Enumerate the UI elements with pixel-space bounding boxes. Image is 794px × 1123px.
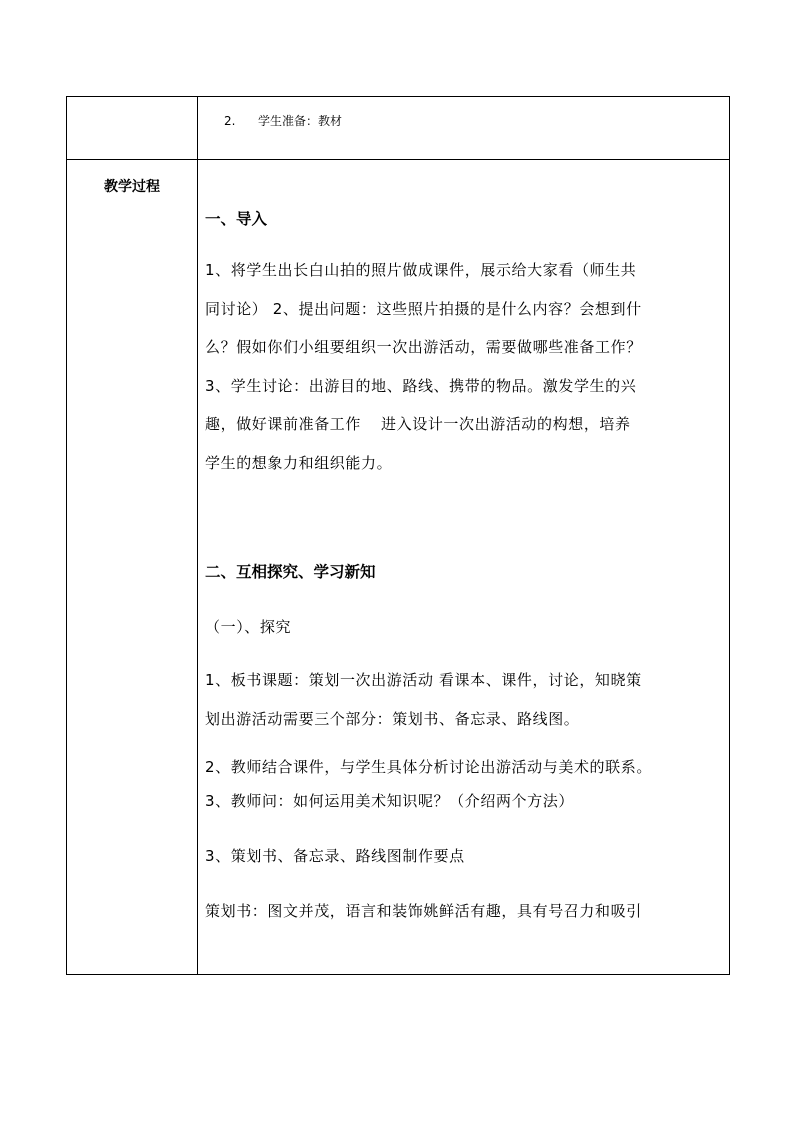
text-segment: 进入设计一次出游活动的构想，培养: [381, 415, 631, 433]
text-line: 1、将学生出长白山拍的照片做成课件，展示给大家看（师生共: [205, 261, 637, 279]
prep-number: 2.: [224, 114, 236, 128]
section1-heading: 一、导入: [205, 210, 268, 228]
text-segment: 趣，做好课前准备工作: [205, 415, 362, 433]
item3-text: 3、教师问：如何运用美术知识呢？（介绍两个方法）: [205, 792, 574, 810]
row2-label-cell: [67, 160, 198, 975]
teaching-process-content: [198, 208, 729, 922]
row1-content-cell: [198, 97, 730, 160]
item1-paragraph: [205, 661, 729, 738]
item2-text: 2、教师结合课件，与学生具体分析讨论出游活动与美术的联系。: [205, 758, 652, 776]
lesson-plan-table: [66, 96, 730, 975]
text-line: [205, 405, 729, 444]
text-line: 学生的想象力和组织能力。: [205, 453, 393, 472]
text-line: 划出游活动需要三个部分：策划书、备忘录、路线图。: [205, 709, 580, 728]
subsection-heading: （一）、探究: [205, 618, 292, 636]
row1-label-cell: [67, 97, 198, 160]
row2-content-cell: [198, 160, 730, 975]
text-line: 么？假如你们小组要组织一次出游活动，需要做哪些准备工作？: [205, 338, 642, 356]
student-preparation: [198, 97, 729, 130]
text-line: 同讨论） 2、提出问题：这些照片拍摄的是什么内容？会想到什: [205, 299, 642, 318]
text-line: 1、板书课题：策划一次出游活动 看课本、课件，讨论，知晓策: [205, 671, 642, 689]
item5-text: 策划书：图文并茂，语言和装饰姚鲜活有趣，具有号召力和吸引: [205, 902, 642, 920]
text-line: 3、学生讨论：出游目的地、路线、携带的物品。激发学生的兴: [205, 376, 637, 395]
teaching-process-label: 教学过程: [104, 179, 160, 195]
table-row: [67, 160, 730, 975]
section1-paragraph: [205, 251, 729, 482]
section2-heading: 二、互相探究、学习新知: [205, 563, 376, 581]
table-row: [67, 97, 730, 160]
item4-text: 3、策划书、备忘录、路线图制作要点: [205, 847, 465, 865]
prep-text: 学生准备：教材: [258, 114, 343, 128]
